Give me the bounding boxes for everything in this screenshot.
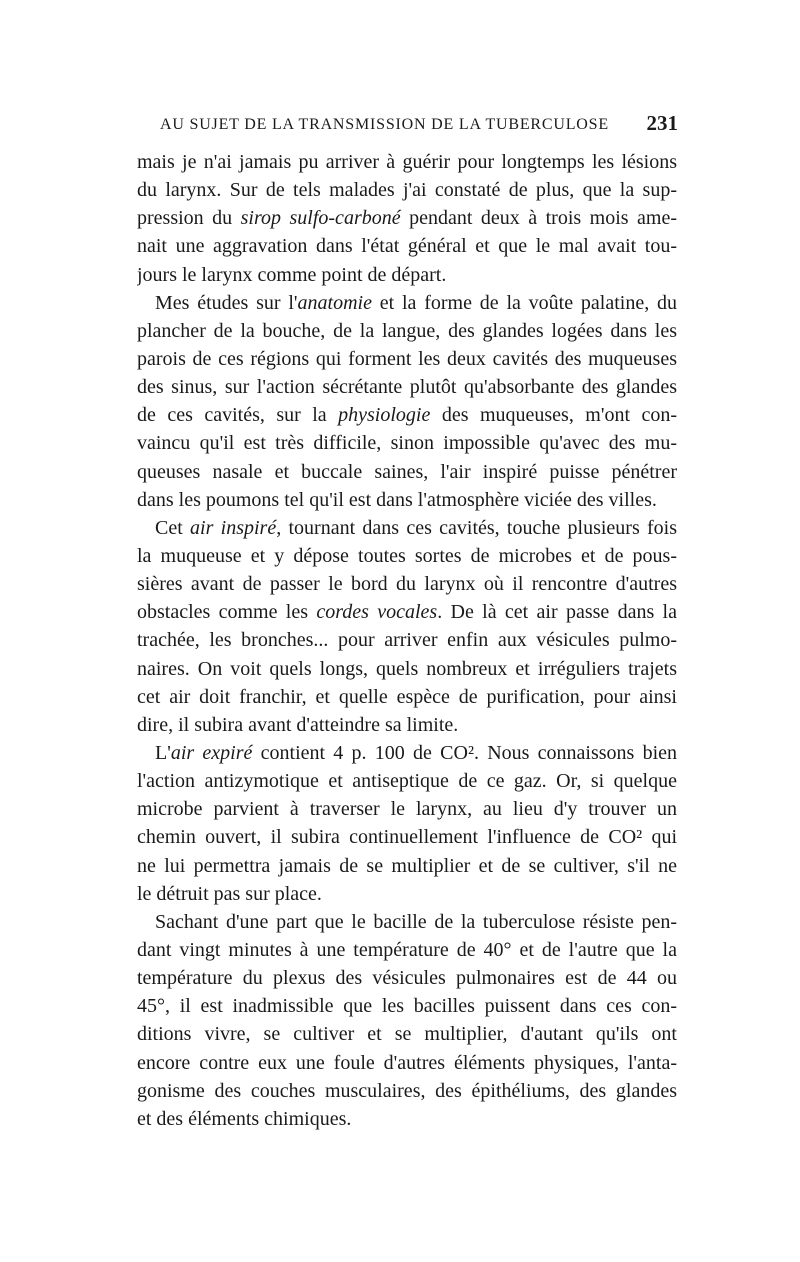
italic-term: anatomie: [297, 291, 372, 314]
text-run: des muqueuses, m'ont con-: [430, 404, 677, 427]
text-line: jours le larynx comme point de départ.: [137, 263, 447, 286]
text-line: ditions vivre, se cultiver et se multiplier, d'autant qu'ils ont: [137, 1023, 677, 1046]
text-line: et des éléments chimiques.: [137, 1107, 352, 1130]
text-line: température du plexus des vésicules pulmonaires est de 44 ou: [137, 967, 677, 990]
text-line: la muqueuse et y dépose toutes sortes de microbes et de pous-: [137, 544, 677, 567]
text-run: pression du: [137, 207, 241, 230]
paragraph: [137, 908, 677, 1133]
text-line: naires. On voit quels longs, quels nombreux et irréguliers trajets: [137, 657, 677, 680]
paragraph: [137, 148, 677, 289]
text-line: Sachant d'une part que le bacille de la tuberculose résiste pen-: [155, 910, 677, 933]
text-run: Mes études sur l': [155, 291, 298, 314]
text-line: encore contre eux une foule d'autres éléments physiques, l'anta-: [137, 1051, 677, 1074]
text-line: 45°, il est inadmissible que les bacilles puissent dans ces con-: [137, 995, 677, 1018]
text-line: ne lui permettra jamais de se multiplier et de se cultiver, s'il ne: [137, 854, 677, 877]
text-run: Cet: [155, 516, 191, 539]
text-line: queuses nasale et buccale saines, l'air inspiré puisse pénétrer: [137, 460, 677, 483]
text-line: parois de ces régions qui forment les deux cavités des muqueuses: [137, 347, 677, 370]
text-line: microbe parvient à traverser le larynx, au lieu d'y trouver un: [137, 798, 677, 821]
text-line: plancher de la bouche, de la langue, des glandes logées dans les: [137, 319, 677, 342]
text-line: des sinus, sur l'action sécrétante plutôt qu'absorbante des glandes: [137, 376, 677, 399]
text-line: sières avant de passer le bord du larynx où il rencontre d'autres: [137, 573, 677, 596]
text-line: [137, 598, 677, 626]
paragraph: [137, 289, 677, 514]
text-line: chemin ouvert, il subira continuellement l'influence de CO² qui: [137, 826, 677, 849]
text-line: dant vingt minutes à une température de 40° et de l'autre que la: [137, 938, 677, 961]
text-run: , tournant dans ces cavités, touche plusieurs fois: [276, 516, 677, 539]
italic-term: cordes vocales: [316, 601, 438, 624]
body-text: [137, 148, 677, 1133]
text-line: gonisme des couches musculaires, des épithéliums, des glandes: [137, 1079, 677, 1102]
text-line: [137, 739, 677, 767]
text-line: nait une aggravation dans l'état général et que le mal avait tou-: [137, 235, 677, 258]
text-line: [137, 289, 677, 317]
text-run: obstacles comme les: [137, 601, 317, 624]
text-line: dire, il subira avant d'atteindre sa limite.: [137, 713, 459, 736]
page-number: 231: [646, 111, 678, 135]
paragraph: [137, 739, 677, 908]
text-run: et la forme de la voûte palatine, du: [371, 291, 677, 314]
text-line: dans les poumons tel qu'il est dans l'atmosphère viciée des villes.: [137, 488, 657, 511]
paragraph: [137, 514, 677, 739]
text-line: [137, 514, 677, 542]
text-run: contient 4 p. 100 de CO². Nous connaissons bien: [252, 741, 677, 764]
text-run: pendant deux à trois mois ame-: [400, 207, 677, 230]
running-title: AU SUJET DE LA TRANSMISSION DE LA TUBERCULOSE: [160, 116, 609, 133]
italic-term: air inspiré: [190, 516, 277, 539]
text-run: de ces cavités, sur la: [137, 404, 339, 427]
text-line: du larynx. Sur de tels malades j'ai constaté de plus, que la sup-: [137, 179, 677, 202]
text-line: le détruit pas sur place.: [137, 882, 322, 905]
italic-term: sirop sulfo-carboné: [240, 207, 401, 230]
italic-term: air expiré: [170, 741, 253, 764]
text-run: L': [155, 741, 171, 764]
running-header: [138, 113, 678, 137]
text-line: [137, 401, 677, 429]
text-line: trachée, les bronches... pour arriver enfin aux vésicules pulmo-: [137, 629, 677, 652]
text-run: . De là cet air passe dans la: [437, 601, 677, 624]
text-line: mais je n'ai jamais pu arriver à guérir pour longtemps les lésions: [137, 151, 677, 173]
text-line: l'action antizymotique et antiseptique de ce gaz. Or, si quelque: [137, 770, 677, 793]
italic-term: physiologie: [338, 404, 431, 427]
text-line: [137, 204, 677, 232]
text-line: cet air doit franchir, et quelle espèce de purification, pour ainsi: [137, 685, 677, 708]
text-line: vaincu qu'il est très difficile, sinon impossible qu'avec des mu-: [137, 432, 677, 455]
